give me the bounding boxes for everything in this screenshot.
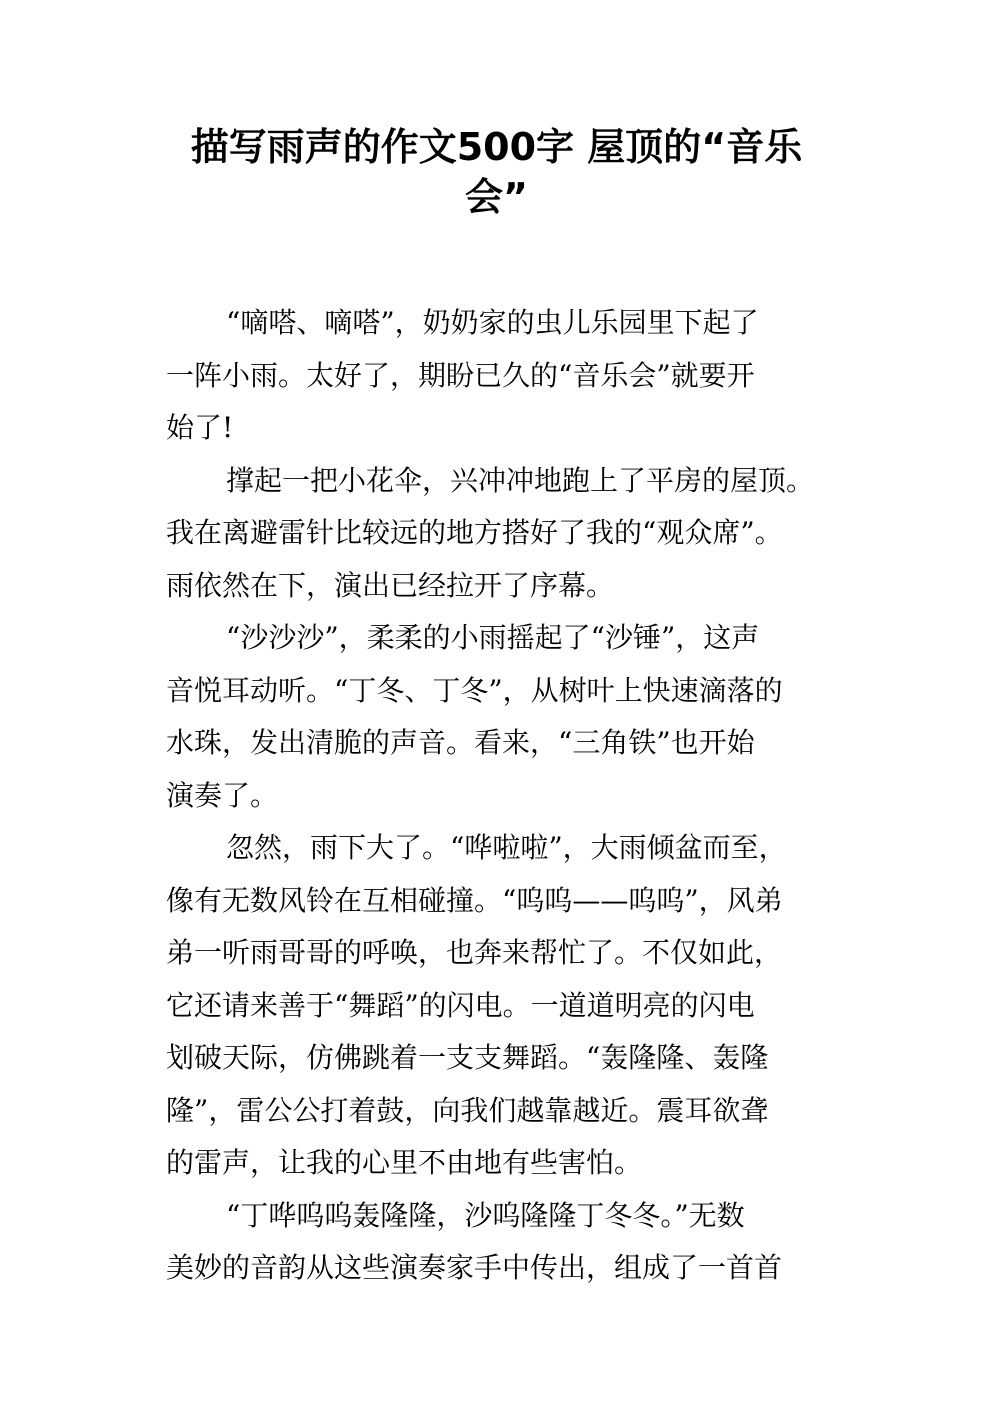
title-line: 会”	[465, 175, 528, 219]
paragraph-1	[166, 297, 856, 455]
text-line: 弟一听雨哥哥的呼唤，也奔来帮忙了。不仅如此，	[166, 936, 783, 969]
text-line: 像有无数风铃在互相碰撞。“呜呜——呜呜”，风弟	[166, 883, 783, 917]
text-line: 一阵小雨。太好了，期盼已久的“音乐会”就要开	[166, 358, 755, 392]
paragraph-2	[166, 455, 856, 613]
paragraph-4	[166, 822, 856, 1190]
text-line: “沙沙沙”，柔柔的小雨摇起了“沙锤”，这声	[226, 621, 760, 654]
text-line: 水珠，发出清脆的声音。看来，“三角铁”也开始	[166, 726, 755, 759]
text-line: 演奏了。	[166, 778, 279, 812]
text-line: “丁哗呜呜轰隆隆，沙呜隆隆丁冬冬。”无数	[226, 1198, 745, 1232]
paragraph-5	[166, 1190, 856, 1295]
text-line: 忽然，雨下大了。“哗啦啦”，大雨倾盆而至，	[226, 831, 787, 864]
text-line: 撑起一把小花伞，兴冲冲地跑上了平房的屋顶。	[226, 463, 815, 497]
text-line: “嘀嗒、嘀嗒”，奶奶家的虫儿乐园里下起了	[226, 306, 759, 339]
text-line: 音悦耳动听。“丁冬、丁冬”，从树叶上快速滴落的	[166, 673, 783, 707]
document-title	[150, 122, 843, 222]
title-line: 描写雨声的作文500字 屋顶的“音乐	[190, 125, 803, 169]
text-line: 我在离避雷针比较远的地方搭好了我的“观众席”。	[166, 516, 783, 549]
text-line: 始了!	[166, 411, 234, 444]
text-line: 雨依然在下，演出已经拉开了序幕。	[166, 568, 615, 602]
text-line: 它还请来善于“舞蹈”的闪电。一道道明亮的闪电	[166, 988, 755, 1022]
document-body	[166, 297, 856, 1295]
text-line: 美妙的音韵从这些演奏家手中传出，组成了一首首	[166, 1251, 783, 1284]
text-line: 隆”，雷公公打着鼓，向我们越靠越近。震耳欲聋	[166, 1093, 769, 1127]
paragraph-3	[166, 612, 856, 822]
text-line: 的雷声，让我的心里不由地有些害怕。	[166, 1146, 643, 1179]
text-line: 划破天际，仿佛跳着一支支舞蹈。“轰隆隆、轰隆	[166, 1041, 769, 1074]
